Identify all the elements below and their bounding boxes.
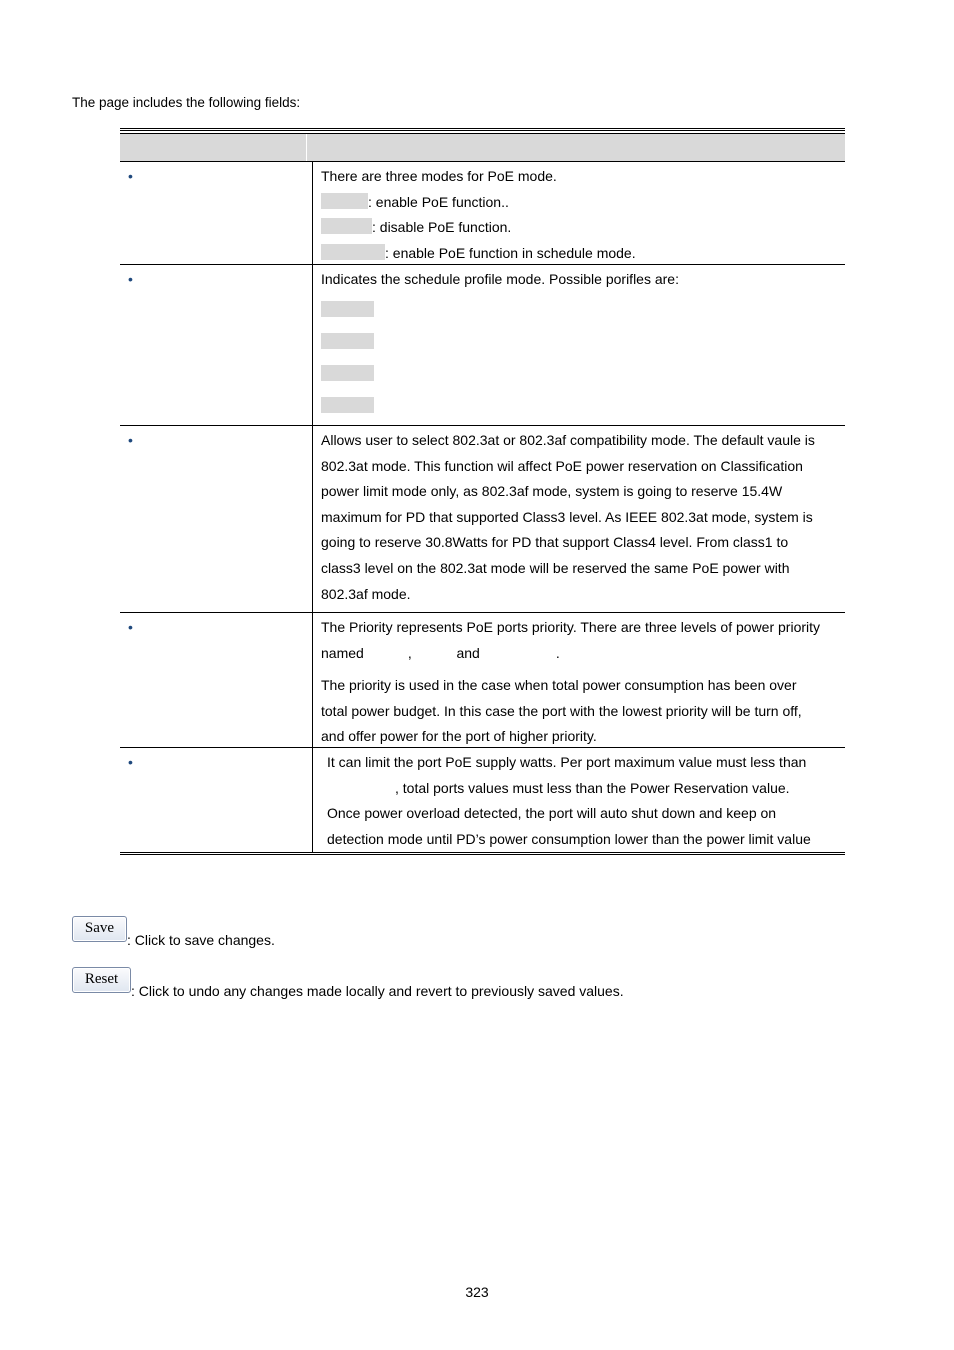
save-row — [72, 916, 275, 948]
priority-levels-line: named , and . — [321, 644, 560, 661]
description-line: It can limit the port PoE supply watts. Per port maximum value must less than — [327, 754, 807, 770]
description-line: The priority is used in the case when total power consumption has been over — [321, 677, 797, 694]
table-header — [120, 134, 845, 162]
description-line: class3 level on the 802.3at mode will be reserved the same PoE power with — [321, 559, 790, 576]
profile-placeholder — [321, 365, 374, 381]
description-text: Indicates the schedule profile mode. Possible porifles are: — [321, 271, 679, 287]
save-description: : Click to save changes. — [127, 932, 275, 948]
description-line: Allows user to select 802.3at or 802.3af compatibility mode. The default vaule is — [321, 432, 815, 448]
table-row — [120, 613, 845, 748]
description-cell — [313, 426, 845, 612]
page-number: 323 — [465, 1284, 489, 1300]
table-row — [120, 748, 845, 855]
object-cell — [120, 613, 313, 747]
profile-placeholder — [321, 301, 374, 317]
profile-placeholder — [321, 397, 374, 413]
fields-table — [120, 128, 845, 855]
highlight-placeholder — [321, 244, 385, 260]
description-text: There are three modes for PoE mode. — [321, 168, 557, 184]
description-line: and offer power for the port of higher priority. — [321, 728, 597, 745]
description-line: Once power overload detected, the port will auto shut down and keep on — [327, 805, 777, 822]
intro-text: The page includes the following fields: — [72, 95, 301, 110]
description-line: 802.3af mode. — [321, 585, 411, 602]
bullet-icon: • — [128, 432, 133, 448]
bullet-icon: • — [128, 619, 133, 635]
highlight-placeholder — [321, 218, 372, 234]
highlight-placeholder — [321, 193, 368, 209]
table-row — [120, 265, 845, 426]
description-line: detection mode until PD’s power consumption lower than the power limit value — [327, 830, 811, 847]
description-cell — [313, 162, 845, 264]
object-cell — [120, 162, 313, 264]
bullet-icon: • — [128, 754, 133, 770]
mode-option: : disable PoE function. — [321, 215, 837, 241]
reset-description: : Click to undo any changes made locally and revert to previously saved values. — [131, 983, 624, 999]
table-row — [120, 426, 845, 613]
description-line: The Priority represents PoE ports priority. There are three levels of power priority — [321, 619, 821, 635]
description-cell — [313, 265, 845, 425]
mode-option: : enable PoE function.. — [321, 190, 837, 216]
table-top-rule — [120, 133, 845, 134]
object-cell — [120, 748, 313, 852]
header-description-cell — [307, 134, 845, 161]
profile-placeholder — [321, 333, 374, 349]
mode-option: : enable PoE function in schedule mode. — [321, 241, 837, 267]
bullet-icon: • — [128, 168, 133, 184]
bullet-icon: • — [128, 271, 133, 287]
description-cell — [313, 613, 845, 747]
table-row — [120, 162, 845, 265]
object-cell — [120, 426, 313, 612]
description-line: 802.3at mode. This function wil affect PoE power reservation on Classification — [321, 457, 803, 474]
description-line: total power budget. In this case the port with the lowest priority will be turn off, — [321, 702, 802, 719]
object-cell — [120, 265, 313, 425]
description-line: going to reserve 30.8Watts for PD that support Class4 level. From class1 to — [321, 534, 789, 551]
save-button[interactable]: Save — [72, 916, 127, 942]
header-object-cell — [120, 134, 307, 161]
description-line: , total ports values must less than the Power Reservation value. — [395, 779, 790, 796]
description-line: power limit mode only, as 802.3af mode, system is going to reserve 15.4W — [321, 483, 783, 500]
description-line: maximum for PD that supported Class3 level. As IEEE 802.3at mode, system is — [321, 508, 813, 525]
reset-button[interactable]: Reset — [72, 967, 131, 993]
reset-row — [72, 967, 624, 999]
description-cell — [313, 748, 845, 852]
